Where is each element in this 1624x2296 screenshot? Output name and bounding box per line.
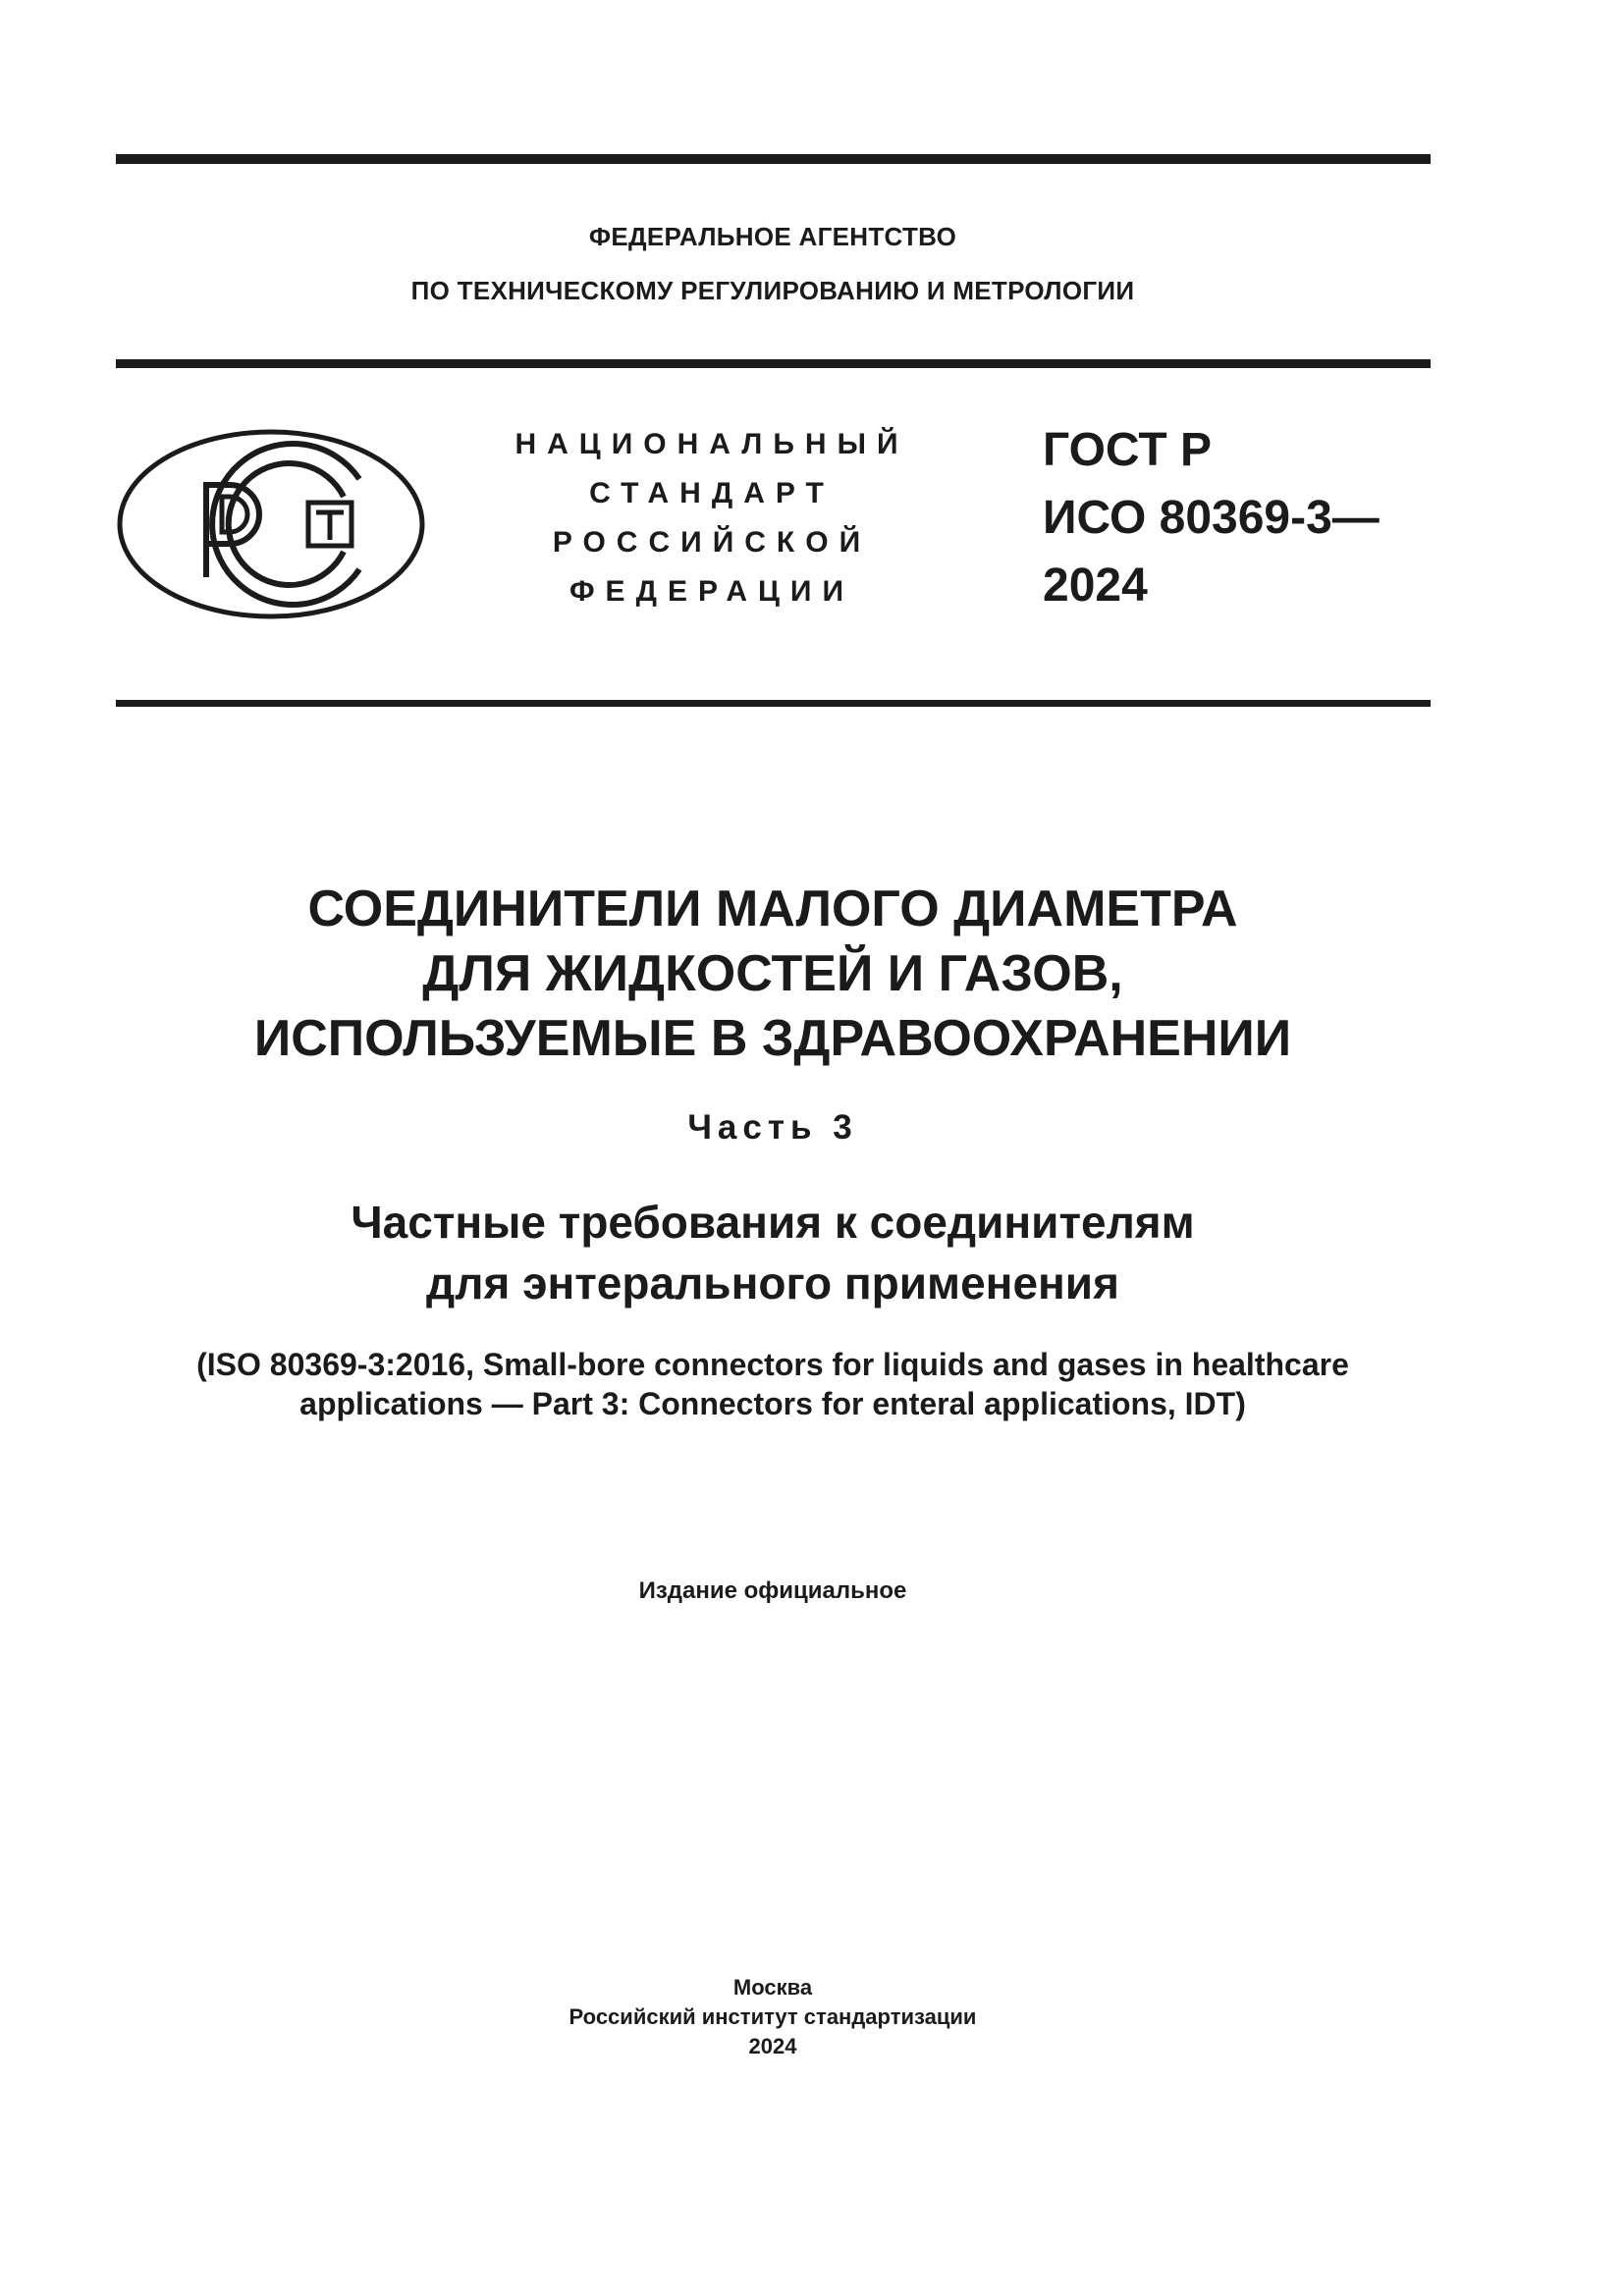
header-rule [116, 359, 1431, 368]
iso-reference-line2: applications — Part 3: Connectors for enteral applications, IDT) [299, 1386, 1246, 1421]
rst-certification-mark-icon [116, 428, 426, 620]
imprint-year: 2024 [748, 2034, 797, 2058]
imprint-publisher: Российский институт стандартизации [568, 2004, 977, 2029]
edition-note: Издание официальное [638, 1577, 907, 1604]
national-standard-line1: НАЦИОНАЛЬНЫЙ [514, 428, 909, 460]
title-line3: ИСПОЛЬЗУЕМЫЕ В ЗДРАВООХРАНЕНИИ [253, 1010, 1292, 1067]
part-number: Часть 3 [687, 1108, 858, 1147]
title-line2: ДЛЯ ЖИДКОСТЕЙ И ГАЗОВ, [422, 945, 1123, 1002]
iso-reference [0, 1345, 1545, 1423]
agency-name-line1: ФЕДЕРАЛЬНОЕ АГЕНТСТВО [588, 222, 957, 251]
document-subtitle [0, 1192, 1545, 1313]
title-line1: СОЕДИНИТЕЛИ МАЛОГО ДИАМЕТРА [307, 881, 1238, 937]
subtitle-line2: для энтерального применения [426, 1257, 1119, 1308]
national-standard-label [481, 420, 943, 616]
national-standard-line3: РОССИЙСКОЙ [552, 526, 872, 559]
document-title [0, 877, 1545, 1071]
national-standard-line4: ФЕДЕРАЦИИ [568, 575, 855, 608]
subtitle-line1: Частные требования к соединителям [351, 1197, 1195, 1248]
imprint-city: Москва [732, 1975, 813, 2000]
iso-reference-line1: (ISO 80369-3:2016, Small-bore connectors for liquids and gases in healthcare [196, 1347, 1349, 1382]
top-rule [116, 154, 1431, 164]
designation-line2: ИСО 80369-3— [1043, 492, 1380, 544]
standard-designation [1043, 416, 1380, 619]
designation-line1: ГОСТ Р [1043, 424, 1213, 476]
agency-name-line2: ПО ТЕХНИЧЕСКОМУ РЕГУЛИРОВАНИЮ И МЕТРОЛОГИИ [410, 276, 1135, 305]
imprint [0, 1973, 1545, 2061]
designation-rule [116, 700, 1431, 707]
designation-line3: 2024 [1043, 560, 1148, 612]
national-standard-line2: СТАНДАРТ [589, 477, 835, 509]
